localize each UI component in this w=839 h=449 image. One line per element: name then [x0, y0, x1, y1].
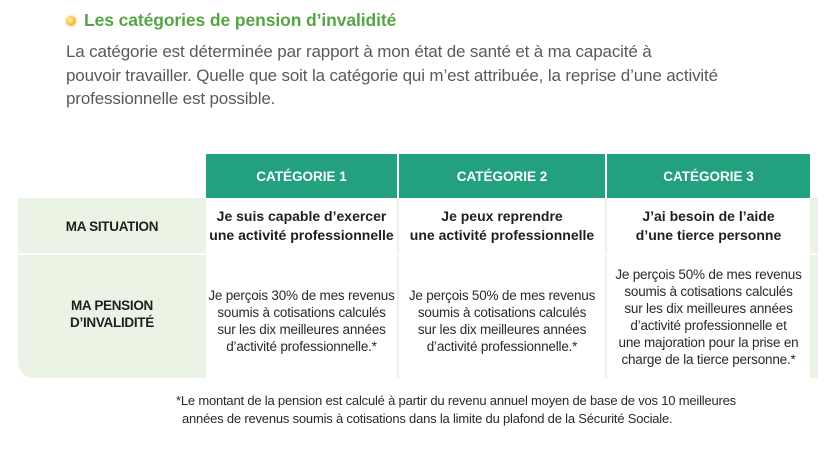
pension-cell-category-3 — [607, 255, 810, 378]
sun-bullet-icon — [66, 16, 76, 26]
row-label-pension-line: MA PENSION — [70, 298, 153, 313]
footnote-line: années de revenus soumis à cotisations dans la limite du plafond de la Sécurité Sociale. — [182, 411, 673, 426]
footnote-line: *Le montant de la pension est calculé à partir du revenu annuel moyen de base de vos 10 meilleures — [176, 393, 736, 408]
situation-line: une activité professionnelle — [209, 226, 394, 243]
pension-line: charge de la tierce personne.* — [621, 351, 796, 367]
situation-line: J’ai besoin de l’aide — [642, 207, 775, 224]
pension-line: d’activité professionnelle.* — [226, 338, 377, 354]
pension-line: soumis à cotisations calculés — [624, 283, 793, 299]
situation-line: une activité professionnelle — [409, 226, 595, 243]
situation-cell-category-2 — [399, 198, 605, 253]
pension-line: soumis à cotisations calculés — [217, 304, 386, 320]
row-label-pension — [18, 297, 206, 331]
situation-line: Je suis capable d’exercer — [216, 207, 387, 224]
pension-cell-category-2 — [399, 255, 605, 378]
row-label-situation: MA SITUATION — [65, 219, 159, 234]
intro-paragraph — [66, 40, 766, 111]
intro-line: pouvoir travailler. Quelle que soit la catégorie qui m’est attribuée, la reprise d’une activité — [66, 65, 718, 85]
situation-cell-category-3 — [607, 198, 810, 253]
pension-line: Je perçois 30% de mes revenus — [208, 287, 395, 303]
category-1-header: CATÉGORIE 1 — [206, 154, 397, 198]
situation-cell-category-1 — [206, 198, 397, 253]
pension-cell-category-1 — [206, 255, 397, 378]
pension-line: d’activité professionnelle et — [630, 317, 787, 333]
pension-line: sur les dix meilleures années — [417, 321, 587, 337]
pension-line: une majoration pour la prise en — [618, 334, 799, 350]
category-3-header: CATÉGORIE 3 — [607, 154, 810, 198]
section-heading — [66, 10, 396, 31]
pension-line: sur les dix meilleures années — [624, 300, 793, 316]
intro-line: professionnelle est possible. — [66, 89, 276, 108]
pension-line: d’activité professionnelle.* — [426, 338, 578, 354]
pension-line: Je perçois 50% de mes revenus — [615, 266, 802, 282]
pension-line: Je perçois 50% de mes revenus — [408, 287, 596, 303]
row-label-pension-line: D’INVALIDITÉ — [70, 315, 154, 330]
footnote — [176, 392, 796, 428]
situation-line: Je peux reprendre — [441, 207, 563, 224]
pension-line: sur les dix meilleures années — [217, 321, 386, 337]
category-2-header: CATÉGORIE 2 — [399, 154, 605, 198]
intro-line: La catégorie est déterminée par rapport à mon état de santé et à ma capacité à — [66, 42, 652, 61]
pension-line: soumis à cotisations calculés — [417, 304, 587, 320]
section-title: Les catégories de pension d’invalidité — [84, 10, 397, 30]
situation-line: d’une tierce personne — [635, 226, 782, 243]
